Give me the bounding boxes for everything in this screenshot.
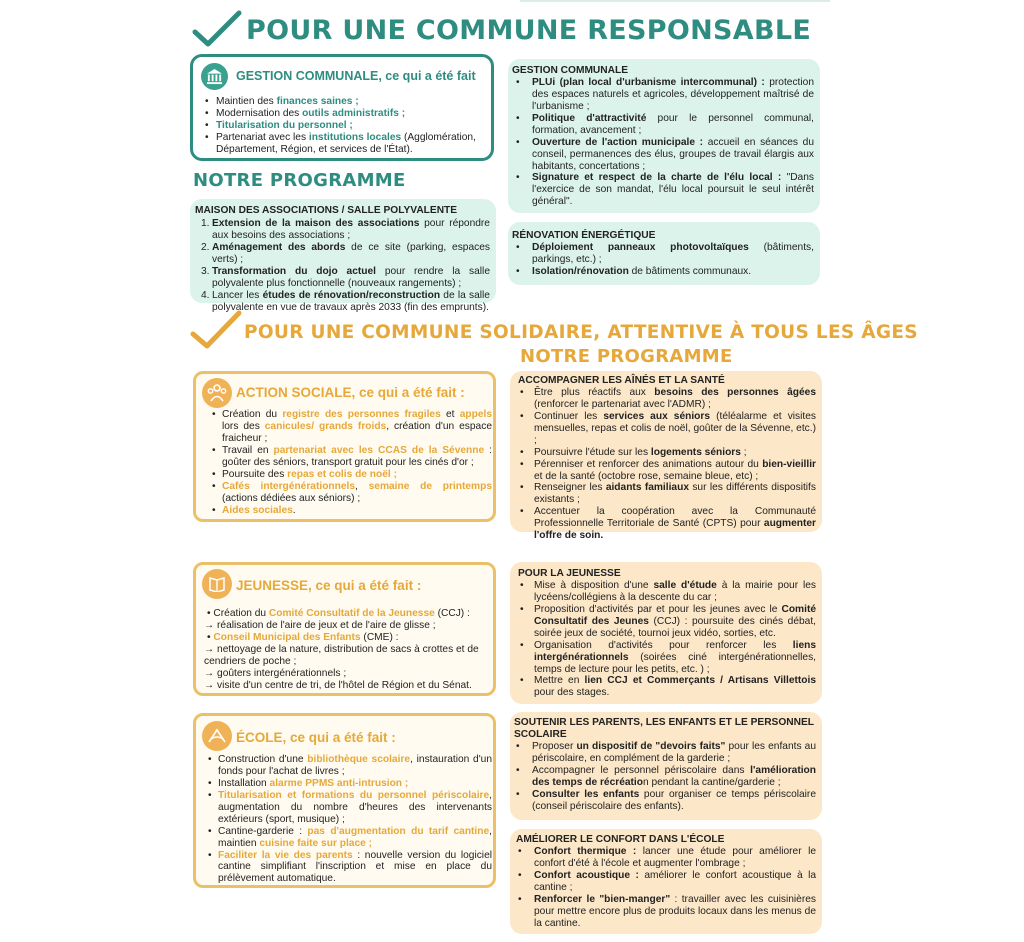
gestion-programme-list	[512, 77, 816, 208]
bold-segment: Confort thermique :	[534, 845, 637, 857]
confort-box	[510, 829, 822, 934]
bold-segment: Déploiement panneaux photovoltaïques	[532, 241, 749, 253]
text-segment: Mise à disposition d'une	[534, 579, 654, 591]
text-segment: Partenariat avec les	[216, 131, 309, 143]
bold-segment: Comité Consultatif des Jeunes	[534, 603, 816, 627]
list-item	[210, 469, 492, 481]
text-segment: Cantine-garderie :	[218, 825, 308, 837]
list-item	[514, 77, 814, 113]
list-item	[518, 604, 816, 640]
bold-segment: PLUi (plan local d'urbanisme intercommunal) :	[532, 76, 765, 88]
highlight-segment: Faciliter la vie des parents	[218, 849, 353, 861]
text-segment: Création du	[222, 409, 283, 420]
highlight-segment: registre des personnes fragiles	[282, 409, 441, 420]
text-segment: réalisation de l'aire de jeux et de l'aire de glisse ;	[217, 619, 436, 631]
text-segment: Travail en	[222, 444, 274, 456]
text-segment: lors des	[222, 420, 265, 432]
bold-segment: besoins des personnes âgées	[654, 386, 816, 398]
list-number: 1.	[201, 217, 210, 229]
list-number: 3.	[201, 265, 210, 277]
people-group-icon	[202, 378, 232, 408]
highlight-segment: Titularisation et formations du personnel périscolaire	[218, 789, 490, 801]
text-segment: pour répondre aux besoins des associations ;	[212, 217, 490, 241]
checkmark-icon	[192, 10, 242, 48]
bold-segment: liens intergénérationnels	[534, 639, 816, 663]
text-segment: (Agglomération, Département, Région, et services de l'État).	[216, 131, 476, 155]
text-segment: : goûter des séniors, transport gratuit pour les cinés d'or ;	[222, 444, 493, 468]
list-item	[195, 266, 490, 290]
text-segment: (renforcer le partenariat avec l'ADMR) ;	[534, 398, 711, 410]
arrow-line	[204, 668, 494, 680]
highlight-segment: partenariat avec les CCAS de la Sévenne	[273, 444, 485, 456]
highlight-segment: institutions locales	[308, 131, 402, 143]
parents-box	[510, 712, 822, 820]
book-icon	[202, 569, 232, 599]
notre-programme-heading-2: NOTRE PROGRAMME	[520, 346, 733, 367]
list-item	[518, 482, 816, 506]
highlight-segment: repas et colis de noël ;	[287, 468, 397, 480]
bold-segment: Politique d'attractivité	[532, 112, 647, 124]
bold-segment: aidants familiaux	[605, 482, 689, 494]
list-item	[203, 108, 485, 120]
list-item	[195, 242, 490, 266]
text-segment: Accompagner le personnel périscolaire dans	[532, 764, 751, 776]
bullet-icon: •	[207, 608, 214, 619]
text-segment: (actions dédiées aux séniors) ;	[222, 492, 361, 504]
jeunesse-list	[204, 608, 494, 692]
bold-segment: augmenter l'offre de soin.	[534, 518, 816, 542]
highlight-segment: Cafés intergénérationnels	[222, 480, 356, 492]
highlight-segment: alarme PPMS anti-intrusion ;	[269, 777, 409, 789]
text-segment: goûters intergénérationnels ;	[217, 667, 347, 679]
text-segment: Organisation d'activités pour renforcer les	[534, 639, 793, 651]
jeunesse-box	[193, 562, 496, 696]
renovation-box	[508, 222, 820, 285]
list-item	[516, 894, 816, 930]
text-segment: (CME) :	[360, 631, 399, 643]
bold-segment: Ouverture de l'action municipale :	[532, 136, 704, 148]
list-number: 2.	[201, 241, 210, 253]
list-item	[518, 675, 816, 699]
list-item	[514, 113, 814, 137]
bullet-line	[204, 608, 494, 620]
aines-box	[510, 371, 822, 542]
text-segment: pour organiser ce temps périscolaire (conseil périscolaire des enfants).	[532, 788, 816, 812]
bullet-icon: •	[207, 631, 214, 643]
maison-associations-box	[190, 199, 496, 313]
list-item	[206, 790, 492, 826]
highlight-segment: outils administratifs ;	[302, 107, 406, 119]
bold-segment: Isolation/rénovation	[532, 265, 629, 277]
text-segment: , instauration d'un fonds pour l'achat de livres ;	[218, 754, 492, 777]
text-segment: Modernisation des	[216, 107, 303, 119]
text-segment: ;	[740, 446, 747, 458]
action-sociale-box	[193, 371, 496, 522]
ecole-list	[206, 754, 492, 885]
gestion-done-box	[190, 54, 494, 161]
bold-segment: salle d'étude	[653, 579, 717, 591]
arrow-right-icon: →	[204, 619, 218, 631]
text-segment: pour des stages.	[534, 687, 610, 699]
list-item	[203, 120, 485, 132]
bold-segment: un dispositif de "devoirs faits"	[576, 740, 726, 752]
list-item	[210, 505, 492, 517]
jeunesse-title: JEUNESSE, ce qui a été fait :	[236, 578, 422, 593]
gestion-programme-box	[508, 59, 820, 213]
aines-title: ACCOMPAGNER LES AÎNÉS ET LA SANTÉ	[518, 375, 725, 386]
text-segment: Continuer les	[534, 410, 604, 422]
text-segment: sur les différents dispositifs existants ;	[534, 482, 816, 506]
list-item	[206, 850, 492, 886]
list-item	[514, 172, 814, 208]
aines-list	[518, 387, 818, 542]
list-item	[210, 409, 492, 445]
text-segment: Proposer	[532, 740, 577, 752]
text-segment: Pérenniser et renforcer des animations autour du	[534, 458, 763, 470]
text-segment: , maintien	[218, 825, 492, 849]
arrow-line	[204, 644, 494, 668]
pour-jeunesse-title: POUR LA JEUNESSE	[518, 568, 621, 579]
text-segment: Lancer les	[212, 289, 263, 301]
highlight-segment: Titularisation du personnel ;	[216, 119, 353, 131]
text-segment: Création du	[213, 608, 269, 619]
arrow-line	[204, 680, 494, 692]
arrow-right-icon: →	[204, 679, 218, 691]
text-segment: (CCJ) : poursuite des cinés débat, soirée jeux de société, tournoi jeux vidéo, sorties, etc.	[534, 615, 816, 639]
highlight-segment: bibliothèque scolaire	[307, 754, 411, 765]
bullet-line	[204, 632, 494, 644]
text-segment: à la mairie pour les lycéens/collégiens à la descente du car ;	[534, 579, 816, 603]
ecole-title: ÉCOLE, ce qui a été fait :	[236, 730, 396, 745]
bold-segment: Transformation du dojo actuel	[212, 265, 376, 277]
arrow-line	[204, 620, 494, 632]
list-item	[516, 870, 816, 894]
text-segment: lancer une étude pour améliorer le confort d'été à l'école et augmenter l'ombrage ;	[534, 845, 816, 869]
bold-segment: Confort acoustique :	[534, 869, 639, 881]
text-segment: de la salle polyvalente en vue de travaux après 2033 (fin des emprunts).	[212, 289, 490, 313]
bold-segment: bien-vieillir	[762, 458, 816, 470]
text-segment: Accentuer la coopération avec la Communauté Professionnelle Territoriale de Santé (CPTS) pour	[534, 506, 816, 530]
list-number: 4.	[201, 289, 210, 301]
list-item	[514, 789, 816, 813]
list-item	[514, 242, 814, 266]
notre-programme-heading: NOTRE PROGRAMME	[193, 170, 406, 191]
list-item	[518, 447, 816, 459]
checkmark-icon	[190, 310, 242, 350]
text-segment: de ce site (parking, espaces verts) ;	[212, 241, 490, 265]
text-segment: et	[440, 409, 460, 420]
text-segment: de bâtiments communaux.	[628, 265, 752, 277]
list-item	[203, 132, 485, 156]
list-item	[518, 411, 816, 447]
text-segment: : nouvelle version du logiciel cantine simplifiant l'inscription et mise en place du prélèvement automatique.	[218, 849, 493, 885]
text-segment: , augmentation du nombre d'heures des intervenants extérieurs (sport, musique) ;	[218, 789, 492, 825]
highlight-segment: pas d'augmentation du tarif cantine	[307, 825, 490, 837]
list-item	[514, 765, 816, 789]
list-item	[514, 741, 816, 765]
list-item	[195, 218, 490, 242]
maison-associations-title: MAISON DES ASSOCIATIONS / SALLE POLYVALENTE	[195, 205, 458, 216]
gestion-done-title: GESTION COMMUNALE, ce qui a été fait	[236, 69, 476, 83]
action-sociale-title: ACTION SOCIALE, ce qui a été fait :	[236, 385, 465, 400]
text-segment: (bâtiments, parkings, etc.) ;	[532, 241, 814, 265]
text-segment: (soirées ciné intergénérationnelles, temps de lecture pour les petits, etc. ) ;	[534, 651, 816, 675]
bold-segment: Consulter les enfants	[532, 788, 640, 800]
text-segment: : travailler avec les cuisinières pour mettre encore plus de produits locaux dans les menus de la cantine.	[534, 893, 816, 929]
text-segment: pour rendre la salle polyvalente plus fonctionnelle (nouveaux rangements) ;	[212, 265, 490, 289]
confort-title: AMÉLIORER LE CONFORT DANS L'ÉCOLE	[516, 834, 725, 845]
text-segment: visite d'un centre de tri, de l'hôtel de Région et du Sénat.	[217, 679, 472, 691]
arrow-right-icon: →	[204, 667, 218, 679]
list-item	[210, 445, 492, 469]
text-segment: "Dans l'exercice de son mandat, l'élu local poursuit le seul intérêt général".	[532, 172, 814, 208]
highlight-segment: Comité Consultatif de la Jeunesse	[268, 608, 435, 619]
list-item	[516, 846, 816, 870]
text-segment: accueil en séances du conseil, permanences des élus, groupes de travail élargis aux habitants, concertations ;	[532, 136, 814, 172]
text-segment: Maintien des	[216, 96, 277, 107]
highlight-segment: Aides sociales	[222, 504, 293, 516]
text-segment: nettoyage de la nature, distribution de sacs à crottes et de cendriers de poche ;	[204, 643, 479, 667]
renovation-title: RÉNOVATION ÉNERGÉTIQUE	[512, 230, 656, 241]
section-title-solidaire: POUR UNE COMMUNE SOLIDAIRE, ATTENTIVE À TOUS LES ÂGES	[244, 322, 918, 343]
text-segment: pour les enfants au périscolaire, en complément de la garderie ;	[532, 740, 816, 764]
text-segment: ,	[355, 480, 369, 492]
text-segment: (CCJ) :	[434, 608, 470, 619]
text-segment: Mettre en	[534, 675, 585, 687]
list-item	[518, 640, 816, 676]
maison-associations-list	[195, 218, 490, 314]
section-title-responsable: POUR UNE COMMUNE RESPONSABLE	[246, 15, 812, 46]
text-segment: améliorer le confort acoustique à la cantine ;	[534, 869, 816, 893]
parents-title: SOUTENIR LES PARENTS, LES ENFANTS ET LE PERSONNEL SCOLAIRE	[514, 717, 814, 740]
text-segment: .	[292, 504, 296, 516]
renovation-list	[512, 242, 816, 278]
bold-segment: Renforcer le "bien-manger"	[534, 893, 671, 905]
highlight-segment: semaine de printemps	[368, 480, 492, 492]
list-item	[518, 506, 816, 542]
list-item	[206, 826, 492, 850]
text-segment: et de la santé (octobre rose, semaine bleue, etc) ;	[534, 470, 759, 482]
list-item	[206, 754, 492, 778]
bold-segment: lien CCJ et Commerçants / Artisans Villettois	[584, 675, 816, 687]
action-sociale-list	[210, 409, 492, 516]
list-item	[518, 459, 816, 483]
top-accent-line	[520, 0, 830, 2]
pour-jeunesse-list	[518, 580, 818, 699]
list-item	[206, 778, 492, 790]
list-item	[514, 137, 814, 173]
bold-segment: logements séniors	[650, 446, 741, 458]
text-segment: Poursuivre l'étude sur les	[534, 446, 651, 458]
pour-jeunesse-box	[510, 562, 822, 704]
ecole-box	[193, 713, 496, 888]
highlight-segment: canicules/ grands froids	[264, 420, 387, 432]
ruler-compass-icon	[202, 721, 232, 751]
gestion-done-list	[203, 96, 485, 156]
bold-segment: Extension de la maison des associations	[212, 217, 420, 229]
town-hall-icon	[201, 63, 228, 90]
text-segment: , création d'un espace fraicheur ;	[222, 420, 492, 444]
bold-segment: études de rénovation/reconstruction	[262, 289, 441, 301]
bold-segment: services aux séniors	[603, 410, 711, 422]
highlight-segment: Conseil Municipal des Enfants	[213, 631, 361, 643]
text-segment: n pendant la cantine/garderie ;	[642, 776, 781, 788]
text-segment: Installation	[218, 777, 270, 789]
highlight-segment: finances saines ;	[276, 96, 359, 107]
text-segment: Proposition d'activités par et pour les jeunes avec le	[534, 603, 782, 615]
bold-segment: Aménagement des abords	[212, 241, 346, 253]
bold-segment: Signature et respect de la charte de l'élu local :	[532, 172, 782, 184]
list-item	[203, 96, 485, 108]
text-segment: pour le personnel communal, formation, avancement ;	[532, 112, 814, 136]
gestion-programme-title: GESTION COMMUNALE	[512, 65, 629, 76]
list-item	[210, 481, 492, 505]
text-segment: Construction d'une	[218, 754, 308, 765]
list-item	[518, 580, 816, 604]
list-item	[518, 387, 816, 411]
text-segment: (téléalarme et visites mensuelles, repas et colis de noël, goûter de la Sévenne, etc.) ;	[534, 410, 816, 446]
parents-list	[514, 741, 818, 813]
arrow-right-icon: →	[204, 643, 218, 655]
highlight-segment: cuisine faite sur place ;	[259, 837, 373, 849]
confort-list	[516, 846, 818, 930]
text-segment: protection des espaces naturels et agricoles, développement maîtrisé de l'urbanisme ;	[532, 76, 814, 112]
highlight-segment: appels	[459, 409, 492, 420]
bold-segment: l'amélioration des temps de récréatio	[532, 764, 816, 788]
list-item	[514, 266, 814, 278]
text-segment: Poursuite des	[222, 468, 288, 480]
text-segment: Être plus réactifs aux	[534, 386, 655, 398]
text-segment: Renseigner les	[534, 482, 606, 494]
